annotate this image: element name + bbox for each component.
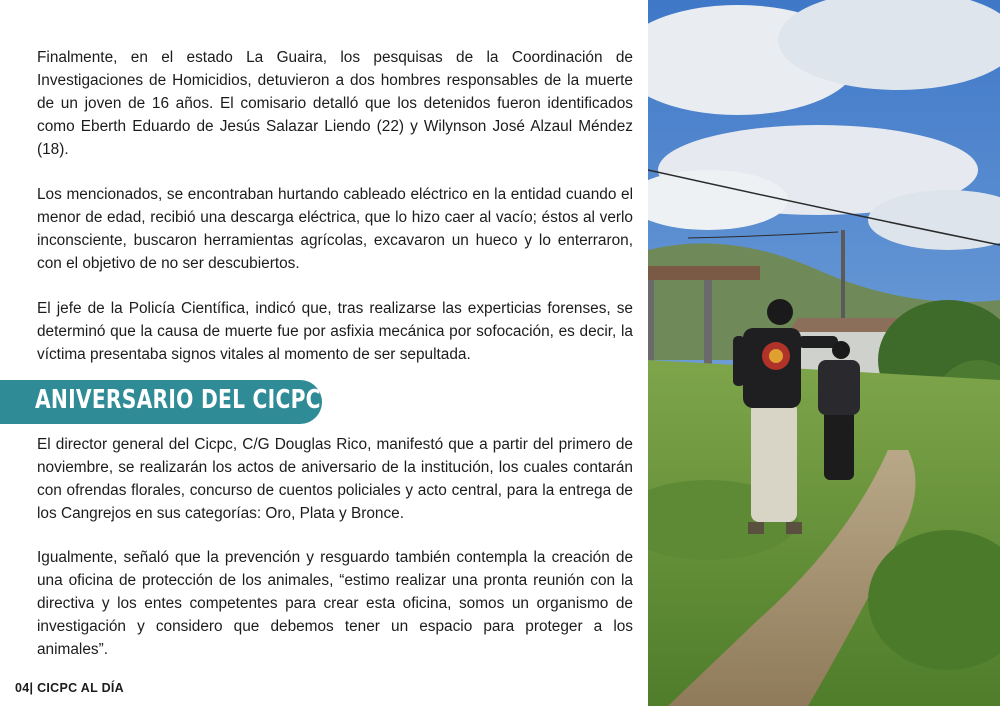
paragraph-3: El jefe de la Policía Científica, indicó que, tras realizarse las experticias forenses, se determinó que la causa de muerte fue por asfixia mecánica por sofocación, es decir, la víctima presentaba signos vitales al momento de ser sepultada. <box>37 300 633 363</box>
paragraph-1: Finalmente, en el estado La Guaira, los pesquisas de la Coordinación de Investigaciones de Homicidios, detuvieron a dos hombres responsables de la muerte de un joven de 16 años. El comisario detalló que los detenidos fueron identificados como Eberth Eduardo de Jesús Salazar Liendo (22) y Wilynson José Alzaul Méndez (18). <box>37 49 633 158</box>
section-heading: ANIVERSARIO DEL CICPC <box>35 385 321 415</box>
article-photo <box>648 0 1000 706</box>
paragraph-5: Igualmente, señaló que la prevención y resguardo también contempla la creación de una oficina de protección de los animales, “estimo realizar una pronta reunión con la directiva y los entes competentes para crear esta oficina, somos un organismo de investigación y considero que debemos tener un espacio para proteger a los animales”. <box>37 549 633 658</box>
paragraph-2: Los mencionados, se encontraban hurtando cableado eléctrico en la entidad cuando el menor de edad, recibió una descarga eléctrica, que lo hizo caer al vacío; éstos al verlo inconsciente, buscaron herramientas agrícolas, excavaron un hueco y lo enterraron, con el objetivo de no ser descubiertos. <box>37 186 633 272</box>
paragraph-4: El director general del Cicpc, C/G Douglas Rico, manifestó que a partir del primero de noviembre, se realizarán los actos de aniversario de la institución, los cuales contarán con ofrendas florales, concurso de cuentos policiales y acto central, para la entrega de los Cangrejos en sus categorías: Oro, Plata y Bronce. <box>37 436 633 522</box>
page-footer: 04| CICPC AL DÍA <box>15 681 125 695</box>
section-heading-bar <box>0 380 322 424</box>
